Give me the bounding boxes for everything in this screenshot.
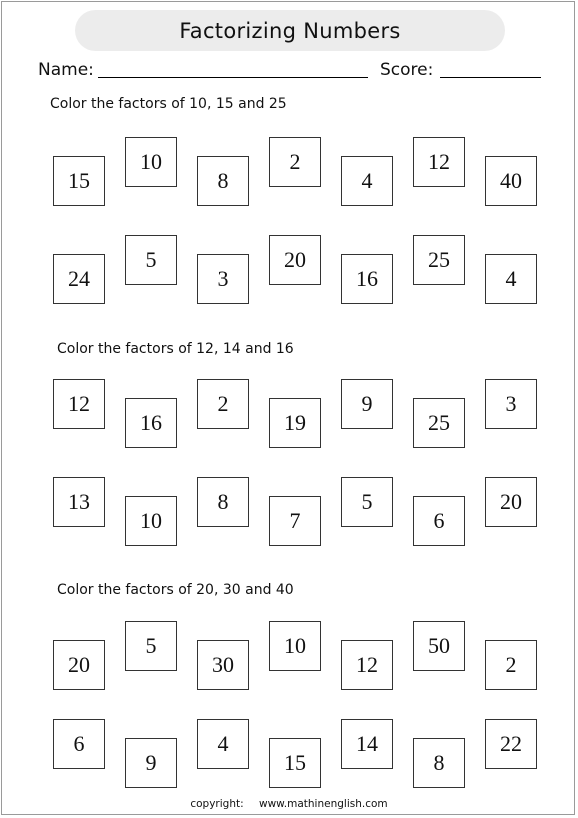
website-link[interactable]: www.mathinenglish.com: [258, 798, 388, 810]
number-box[interactable]: 3: [485, 379, 537, 429]
number-box[interactable]: 5: [125, 621, 177, 671]
number-box[interactable]: 6: [413, 496, 465, 546]
number-box[interactable]: 16: [341, 254, 393, 304]
number-box[interactable]: 10: [125, 496, 177, 546]
number-box[interactable]: 3: [197, 254, 249, 304]
number-box[interactable]: 5: [341, 477, 393, 527]
number-box[interactable]: 9: [341, 379, 393, 429]
number-box[interactable]: 4: [341, 156, 393, 206]
number-box[interactable]: 5: [125, 235, 177, 285]
number-box[interactable]: 12: [413, 137, 465, 187]
score-field[interactable]: [440, 77, 541, 78]
number-box[interactable]: 22: [485, 719, 537, 769]
footer: [0, 798, 578, 810]
instruction-3: Color the factors of 20, 30 and 40: [57, 582, 294, 598]
copyright-label: copyright:: [190, 798, 244, 810]
number-box[interactable]: 2: [485, 640, 537, 690]
number-box[interactable]: 2: [197, 379, 249, 429]
number-box[interactable]: 10: [125, 137, 177, 187]
number-box[interactable]: 16: [125, 398, 177, 448]
number-box[interactable]: 8: [197, 156, 249, 206]
number-box[interactable]: 25: [413, 398, 465, 448]
instruction-1: Color the factors of 10, 15 and 25: [50, 96, 287, 112]
number-box[interactable]: 9: [125, 738, 177, 788]
number-box[interactable]: 2: [269, 137, 321, 187]
name-field[interactable]: [98, 77, 368, 78]
number-box[interactable]: 24: [53, 254, 105, 304]
number-box[interactable]: 8: [197, 477, 249, 527]
number-box[interactable]: 25: [413, 235, 465, 285]
number-box[interactable]: 10: [269, 621, 321, 671]
number-box[interactable]: 13: [53, 477, 105, 527]
number-box[interactable]: 12: [53, 379, 105, 429]
number-box[interactable]: 8: [413, 738, 465, 788]
number-box[interactable]: 15: [269, 738, 321, 788]
number-box[interactable]: 30: [197, 640, 249, 690]
number-box[interactable]: 19: [269, 398, 321, 448]
number-box[interactable]: 40: [485, 156, 537, 206]
instruction-2: Color the factors of 12, 14 and 16: [57, 341, 294, 357]
number-box[interactable]: 6: [53, 719, 105, 769]
number-box[interactable]: 4: [197, 719, 249, 769]
number-box[interactable]: 15: [53, 156, 105, 206]
number-box[interactable]: 20: [269, 235, 321, 285]
score-label: Score:: [380, 60, 434, 80]
number-box[interactable]: 7: [269, 496, 321, 546]
page-title: Factorizing Numbers: [179, 18, 401, 43]
number-box[interactable]: 50: [413, 621, 465, 671]
number-box[interactable]: 4: [485, 254, 537, 304]
number-box[interactable]: 20: [53, 640, 105, 690]
name-label: Name:: [38, 60, 94, 80]
number-box[interactable]: 12: [341, 640, 393, 690]
number-box[interactable]: 20: [485, 477, 537, 527]
title-banner: [75, 10, 505, 51]
number-box[interactable]: 14: [341, 719, 393, 769]
